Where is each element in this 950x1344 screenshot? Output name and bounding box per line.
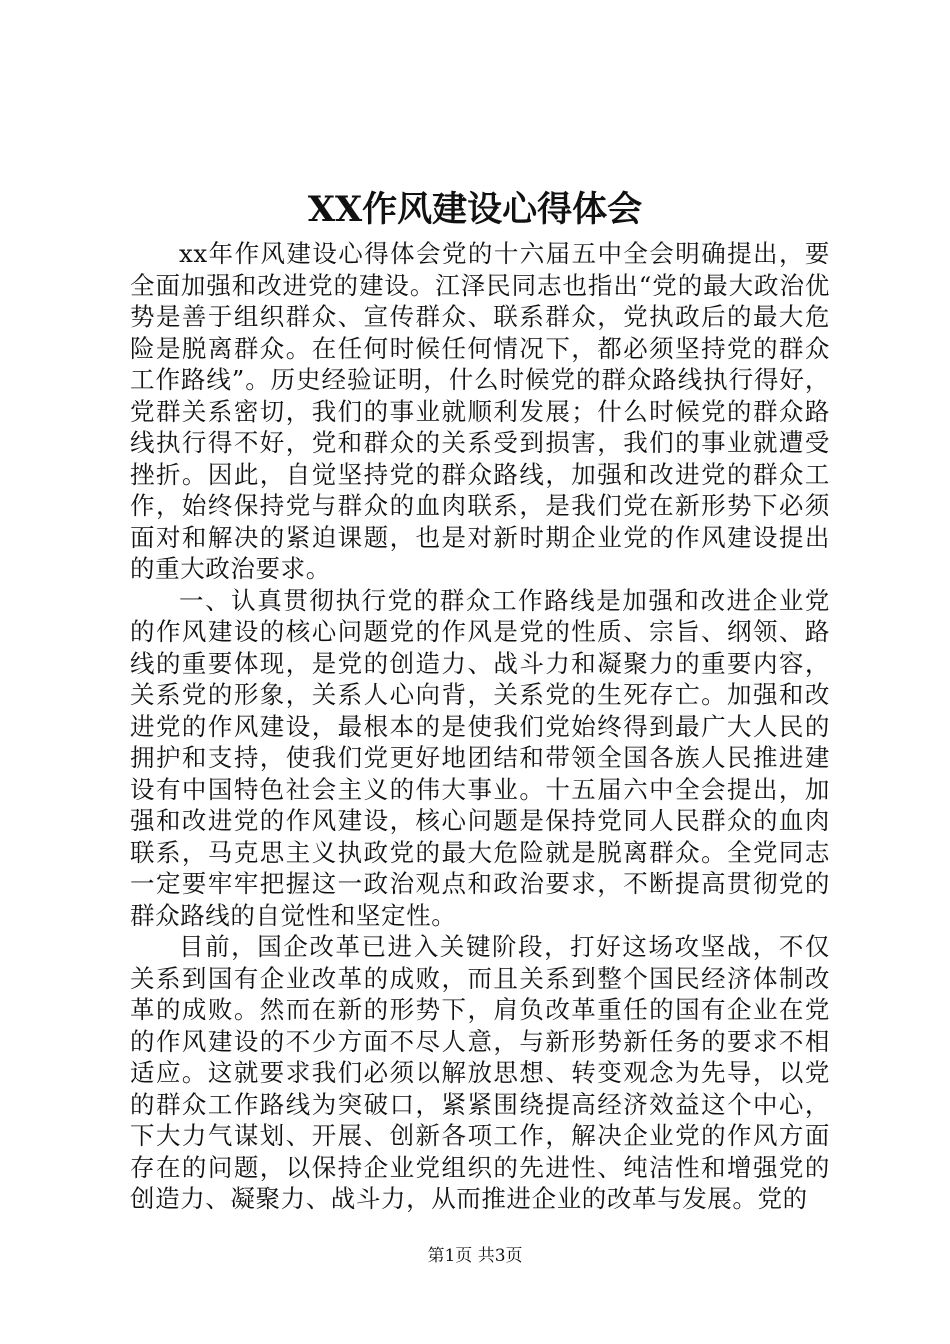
- body-paragraph-2: 一、认真贯彻执行党的群众工作路线是加强和改进企业党的作风建设的核心问题党的作风是党的性质、宗旨、纲领、路线的重要体现，是党的创造力、战斗力和凝聚力的重要内容，关系党的形象，关系人心向背，关系党的生死存亡。加强和改进党的作风建设，最根本的是使我们党始终得到最广大人民的拥护和支持，使我们党更好地团结和带领全国各族人民推进建设有中国特色社会主义的伟大事业。十五届六中全会提出，加强和改进党的作风建设，核心问题是保持党同人民群众的血肉联系，马克思主义执政党的最大危险就是脱离群众。全党同志一定要牢牢把握这一政治观点和政治要求，不断提高贯彻党的群众路线的自觉性和坚定性。: [130, 585, 830, 930]
- document-body: [130, 238, 830, 1215]
- page-number-footer: 第1页 共3页: [427, 1246, 523, 1266]
- document-title: XX作风建设心得体会: [307, 189, 643, 230]
- body-paragraph-1: xx年作风建设心得体会党的十六届五中全会明确提出，要全面加强和改进党的建设。江泽民同志也指出“党的最大政治优势是善于组织群众、宣传群众、联系群众，党执政后的最大危险是脱离群众。在任何时候任何情况下，都必须坚持党的群众工作路线”。历史经验证明，什么时候党的群众路线执行得好，党群关系密切，我们的事业就顺利发展；什么时候党的群众路线执行得不好，党和群众的关系受到损害，我们的事业就遭受挫折。因此，自觉坚持党的群众路线，加强和改进党的群众工作，始终保持党与群众的血肉联系，是我们党在新形势下必须面对和解决的紧迫课题，也是对新时期企业党的作风建设提出的重大政治要求。: [130, 239, 830, 583]
- body-paragraph-3: 目前，国企改革已进入关键阶段，打好这场攻坚战，不仅关系到国有企业改革的成败，而且关系到整个国民经济体制改革的成败。然而在新的形势下，肩负改革重任的国有企业在党的作风建设的不少方面不尽人意，与新形势新任务的要求不相适应。这就要求我们必须以解放思想、转变观念为先导，以党的群众工作路线为突破口，紧紧围绕提高经济效益这个中心，下大力气谋划、开展、创新各项工作，解决企业党的作风方面存在的问题，以保持企业党组织的先进性、纯洁性和增强党的创造力、凝聚力、战斗力，从而推进企业的改革与发展。党的: [130, 932, 830, 1213]
